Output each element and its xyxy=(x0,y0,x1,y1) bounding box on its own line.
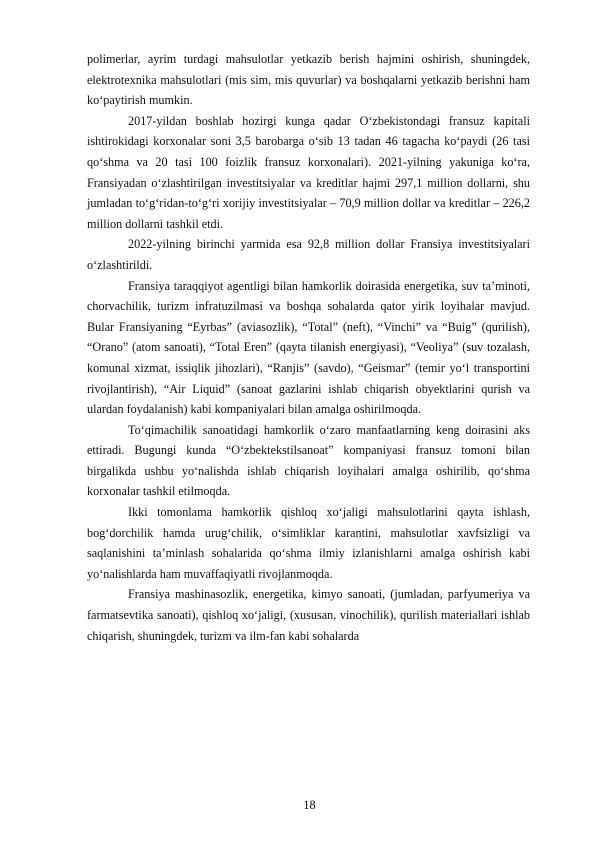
document-body xyxy=(87,49,530,646)
paragraph-investment-stats: 2017-yildan boshlab hozirgi kunga qadar O‘zbekistondagi fransuz kapitali ishtirokidagi korxonalar soni 3,5 barobarga o‘sib 13 tadan 46 tagacha ko‘paydi (26 tasi qo‘shma va 20 tasi 100 foizlik fransuz korxonalari). 2021-yilning yakuniga ko‘ra, Fransiyadan o‘zlashtirilgan investitsiyalar va kreditlar hajmi 297,1 million dollarni, shu jumladan to‘g‘ridan-to‘g‘ri xorijiy investitsiyalar – 70,9 million dollar va kreditlar – 226,2 million dollarni tashkil etdi. xyxy=(87,113,530,231)
paragraph-2022-investment: 2022-yilning birinchi yarmida esa 92,8 million dollar Fransiya investitsiyalari o‘zlashtirildi. xyxy=(87,237,530,272)
paragraph-continuation: polimerlar, ayrim turdagi mahsulotlar yetkazib berish hajmini oshirish, shuningdek, elektrotexnika mahsulotlari (mis sim, mis quvurlar) va boshqalarni yetkazib berishni ham ko‘paytirish mumkin. xyxy=(87,52,530,108)
paragraph-agriculture: Ikki tomonlama hamkorlik qishloq xo‘jaligi mahsulotlarini qayta ishlash, bog‘dorchilik hamda urug‘chilik, o‘simliklar karantini, mahsulotlar xavfsizligi va saqlanishini ta’minlash sohalarida qo‘shma ilmiy izlanishlarni amalga oshirish kabi yo‘nalishlarda ham muvaffaqiyatli rivojlanmoqda. xyxy=(87,505,530,581)
paragraph-development-agency: Fransiya taraqqiyot agentligi bilan hamkorlik doirasida energetika, suv ta’minoti, chorvachilik, turizm infratuzilmasi va boshqa sohalarda qator yirik loyihalar mavjud. Bular Fransiyaning “Eyrbas” (aviasozlik), “Total” (neft), “Vinchi” va “Buig” (qurilish), “Orano” (atom sanoati), “Total Eren” (qayta tilanish energiyasi), “Veoliya” (suv tozalash, komunal xizmat, issiqlik jihozlari), “Ranjis” (savdo), “Geismar” (temir yo‘l transportini rivojlantirish), “Air Liquid” (sanoat gazlarini ishlab chiqarish obyektlarini qurish va ulardan foydalanish) kabi kompaniyalari bilan amalga oshirilmoqda. xyxy=(87,278,530,417)
paragraph-sectors: Fransiya mashinasozlik, energetika, kimyo sanoati, (jumladan, parfyumeriya va farmatsevtika sanoati), qishloq xo‘jaligi, (xususan, vinochilik), qurilish materiallari ishlab chiqarish, shuningdek, turizm va ilm-fan kabi sohalarda xyxy=(87,587,530,643)
paragraph-textile: To‘qimachilik sanoatidagi hamkorlik o‘zaro manfaatlarning keng doirasini aks ettiradi. Bugungi kunda “O‘zbektekstilsanoat” kompaniyasi fransuz tomoni bilan birgalikda ushbu yo‘nalishda ishlab chiqarish loyihalari amalga oshirilib, qo‘shma korxonalar tashkil etilmoqda. xyxy=(87,422,530,499)
page-number: 18 xyxy=(303,798,316,812)
